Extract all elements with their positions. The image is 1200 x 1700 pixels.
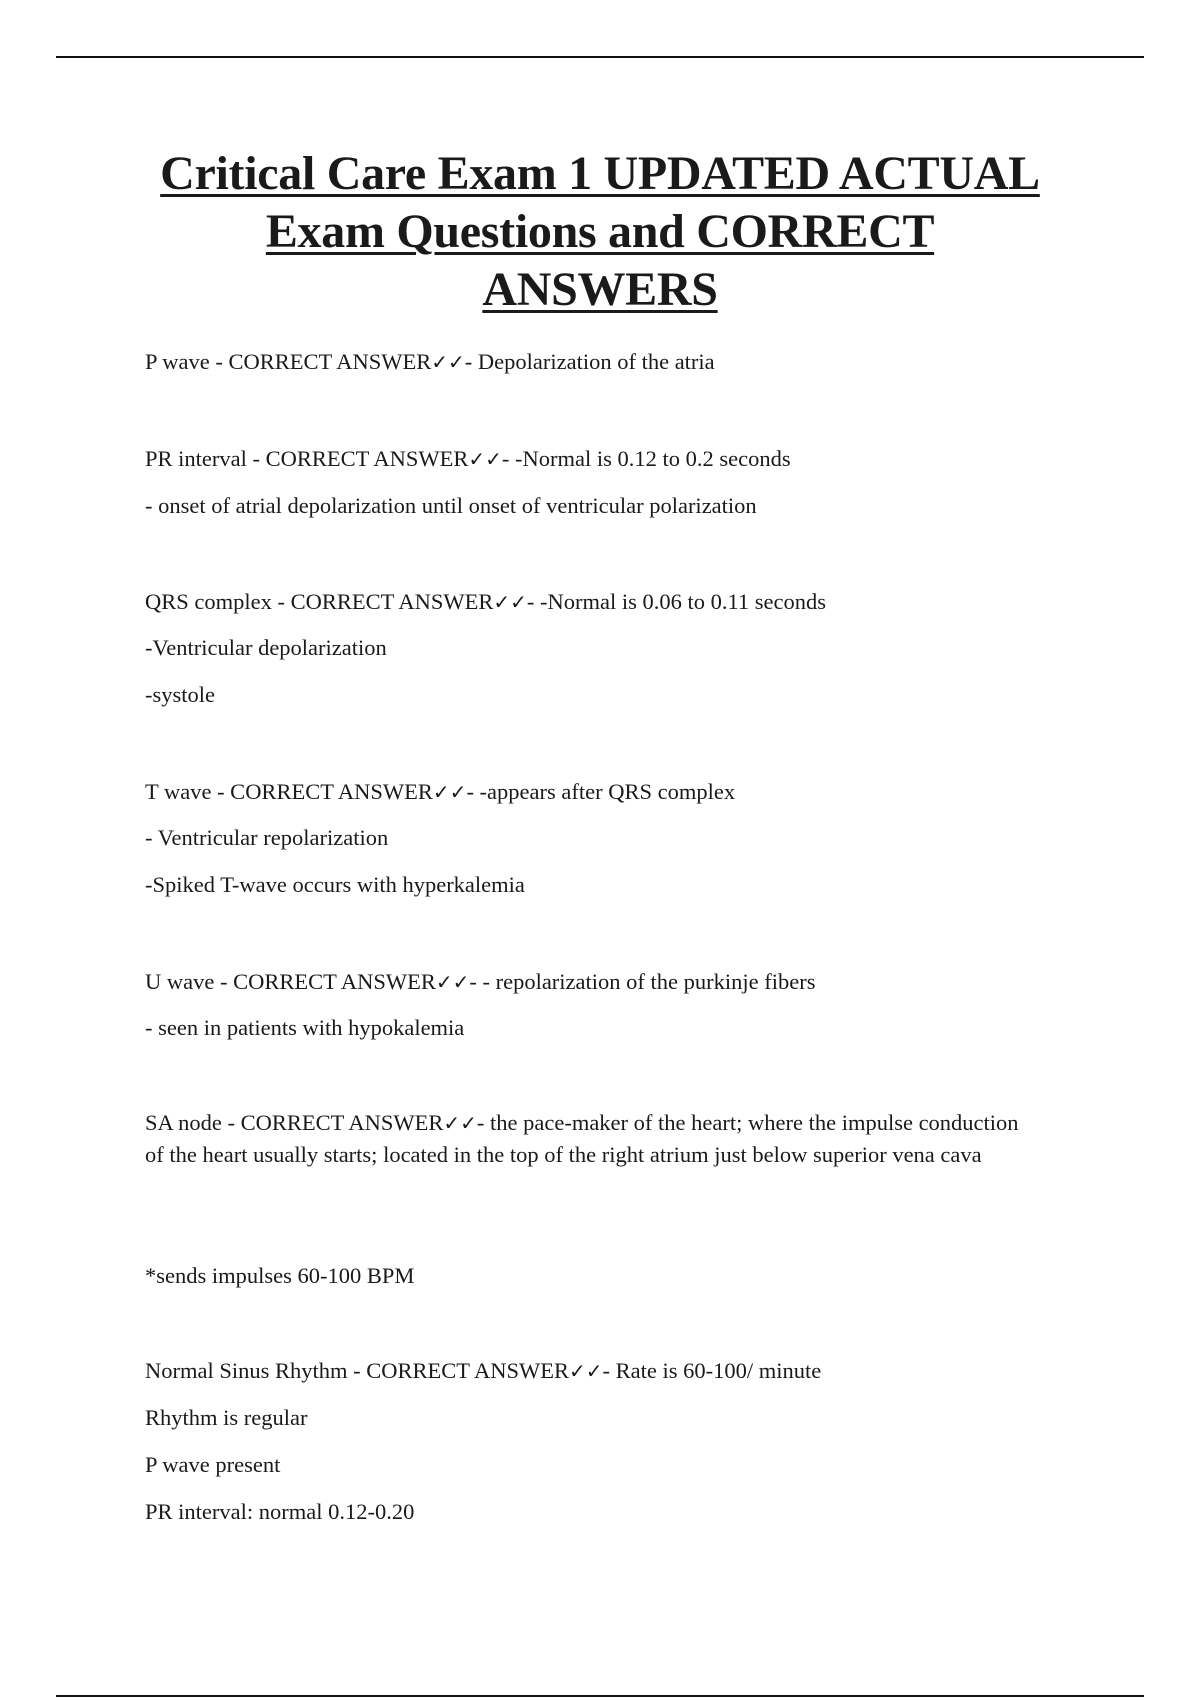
title-line-2: Exam Questions and CORRECT (265, 205, 935, 258)
term: U wave (145, 969, 215, 994)
answer-detail-line: - onset of atrial depolarization until onset of ventricular polarization (145, 493, 757, 518)
answer-text: - -appears after QRS complex (466, 779, 736, 804)
answer-detail-line: PR interval: normal 0.12-0.20 (145, 1499, 415, 1524)
title-line-1: Critical Care Exam 1 UPDATED ACTUAL (160, 147, 1040, 200)
answer-text: - Rate is 60-100/ minute (602, 1358, 822, 1383)
answer-detail-line: -systole (145, 682, 215, 707)
answer-text: - - repolarization of the purkinje fibers (469, 969, 816, 994)
answer-detail-line: - seen in patients with hypokalemia (145, 1015, 465, 1040)
answer-label: - CORRECT ANSWER (271, 589, 494, 614)
qa-entry-sa-node (145, 1107, 1025, 1170)
answer-detail-line: - Ventricular repolarization (145, 825, 389, 850)
answer-label: - CORRECT ANSWER (221, 1110, 444, 1135)
term: Normal Sinus Rhythm (145, 1358, 348, 1383)
document-title (100, 145, 1100, 319)
qa-entry-normal-sinus-rhythm (145, 1355, 1025, 1387)
checkmark-icon: ✓✓ (431, 350, 465, 374)
answer-detail-line: -Ventricular depolarization (145, 635, 387, 660)
qa-entry-pr-interval (145, 443, 1025, 475)
checkmark-icon: ✓✓ (569, 1359, 603, 1383)
term: P wave (145, 349, 210, 374)
qa-entry-p-wave (145, 346, 1025, 378)
top-rule (56, 56, 1144, 58)
answer-detail-line: P wave present (145, 1452, 281, 1477)
answer-text: - -Normal is 0.06 to 0.11 seconds (526, 589, 826, 614)
answer-label: - CORRECT ANSWER (211, 779, 433, 804)
checkmark-icon: ✓✓ (435, 970, 470, 994)
qa-entry-qrs-complex (145, 586, 1025, 618)
answer-detail-line: -Spiked T-wave occurs with hyperkalemia (145, 872, 525, 897)
title-line-3: ANSWERS (482, 263, 718, 316)
answer-text: - the pace-maker of the heart; where the impulse conduction of the heart usually starts; located in the top of the right atrium just below superior vena cava (145, 1110, 1019, 1167)
term: SA node (145, 1110, 222, 1135)
answer-text: - -Normal is 0.12 to 0.2 seconds (501, 446, 791, 471)
bottom-rule (56, 1695, 1144, 1697)
answer-label: - CORRECT ANSWER (214, 969, 436, 994)
qa-entry-u-wave (145, 966, 1025, 998)
term: QRS complex (145, 589, 272, 614)
checkmark-icon: ✓✓ (432, 780, 467, 804)
checkmark-icon: ✓✓ (468, 447, 502, 471)
qa-entry-t-wave (145, 776, 1025, 808)
answer-label: - CORRECT ANSWER (246, 446, 469, 471)
answer-detail-line: Rhythm is regular (145, 1405, 308, 1430)
answer-text: - Depolarization of the atria (464, 349, 715, 374)
term: PR interval (145, 446, 247, 471)
checkmark-icon: ✓✓ (443, 1111, 477, 1135)
checkmark-icon: ✓✓ (493, 590, 527, 614)
term: T wave (145, 779, 212, 804)
answer-label: - CORRECT ANSWER (347, 1358, 569, 1383)
answer-label: - CORRECT ANSWER (209, 349, 432, 374)
answer-detail-line: *sends impulses 60-100 BPM (145, 1263, 415, 1288)
